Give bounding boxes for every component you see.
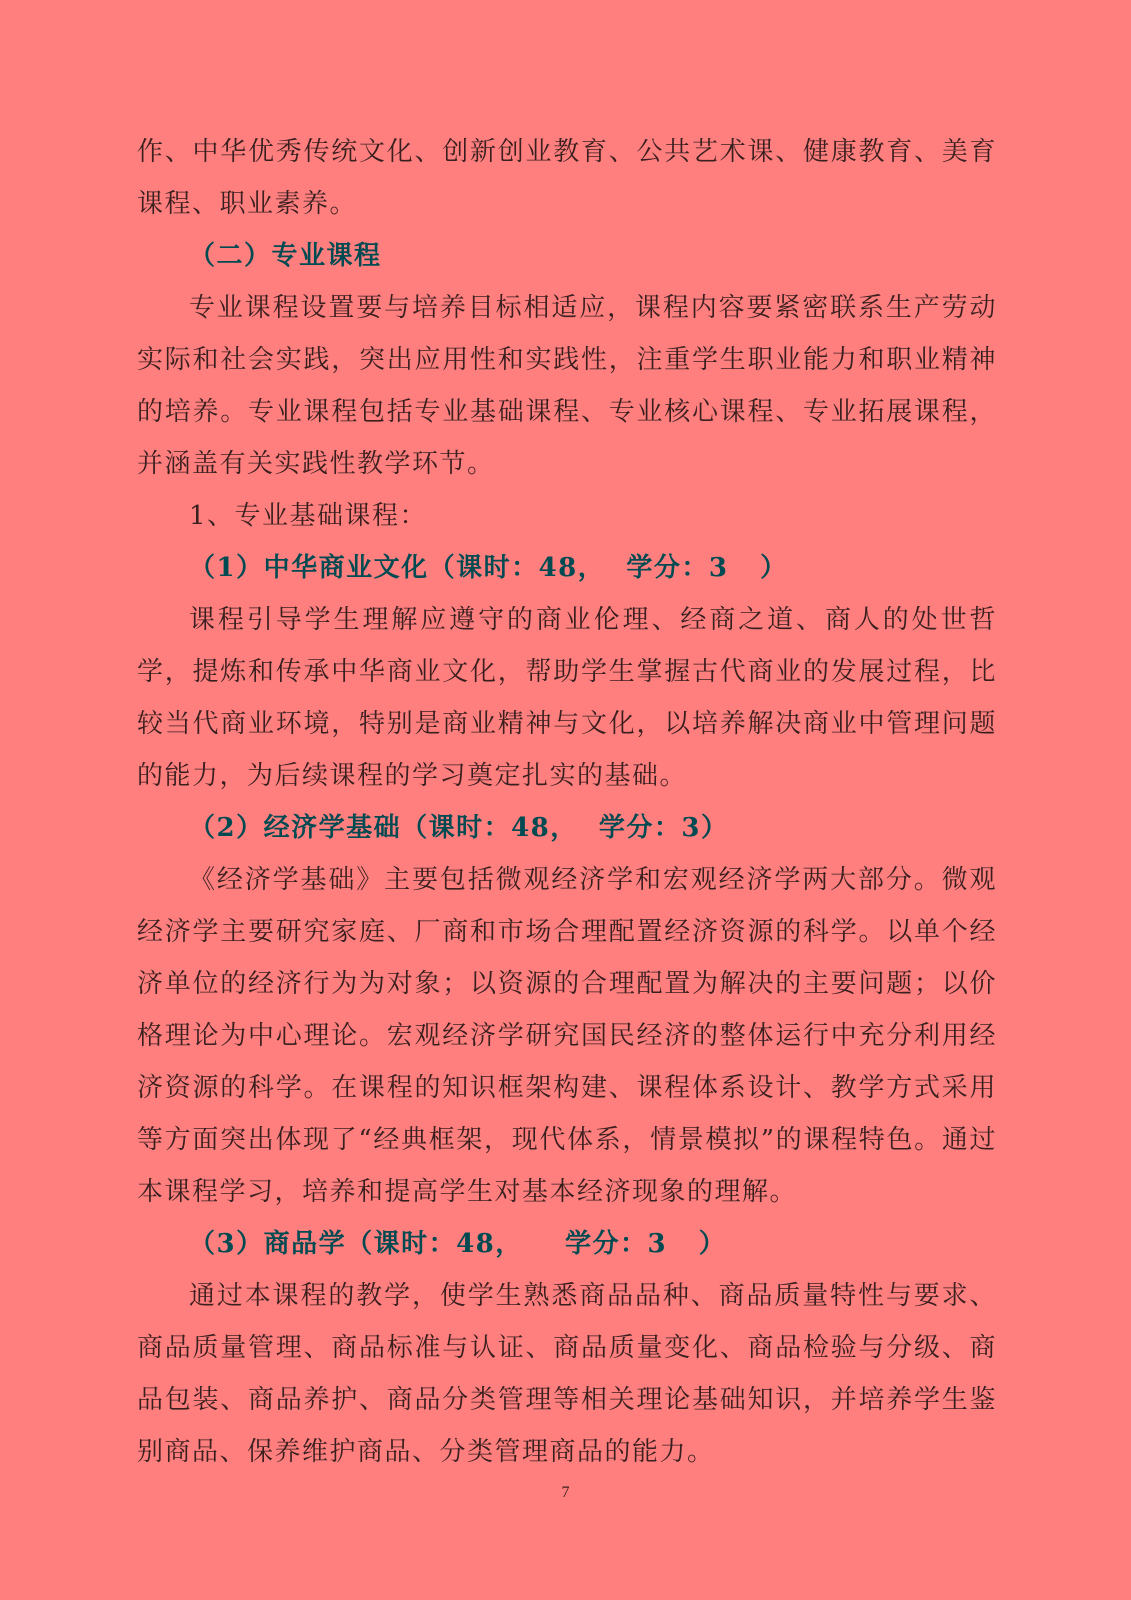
page-number: 7 (561, 1484, 570, 1501)
course-heading-economics-basics: （2）经济学基础（课时：48， 学分：3） (189, 813, 729, 843)
paragraph-professional-courses: 专业课程设置要与培养目标相适应，课程内容要紧密联系生产劳动实际和社会实践，突出应用性和实践性，注重学生职业能力和职业精神的培养。专业课程包括专业基础课程、专业核心课程、专业拓展课程，并涵盖有关实践性教学环节。 (137, 293, 997, 479)
paragraph-continuation: 作、中华优秀传统文化、创新创业教育、公共艺术课、健康教育、美育课程、职业素养。 (137, 137, 997, 219)
course-heading-commodity-science: （3）商品学（课时：48， 学分：3 ） (189, 1229, 727, 1259)
paragraph-commodity-science: 通过本课程的教学，使学生熟悉商品品种、商品质量特性与要求、商品质量管理、商品标准与认证、商品质量变化、商品检验与分级、商品包装、商品养护、商品分类管理等相关理论基础知识，并培养学生鉴别商品、保养维护商品、分类管理商品的能力。 (137, 1281, 997, 1467)
course-heading-chinese-business-culture: （1）中华商业文化（课时：48， 学分：3 ） (189, 553, 788, 583)
paragraph-economics-basics: 《经济学基础》主要包括微观经济学和宏观经济学两大部分。微观经济学主要研究家庭、厂商和市场合理配置经济资源的科学。以单个经济单位的经济行为为对象；以资源的合理配置为解决的主要问题；以价格理论为中心理论。宏观经济学研究国民经济的整体运行中充分利用经济资源的科学。在课程的知识框架构建、课程体系设计、教学方式采用等方面突出体现了“经典框架，现代体系，情景模拟”的课程特色。通过本课程学习，培养和提高学生对基本经济现象的理解。 (137, 865, 997, 1207)
list-heading-basic-courses: 1、专业基础课程： (189, 501, 428, 531)
section-heading-professional-courses: （二）专业课程 (189, 241, 382, 271)
paragraph-chinese-business-culture: 课程引导学生理解应遵守的商业伦理、经商之道、商人的处世哲学，提炼和传承中华商业文化，帮助学生掌握古代商业的发展过程，比较当代商业环境，特别是商业精神与文化，以培养解决商业中管理问题的能力，为后续课程的学习奠定扎实的基础。 (137, 605, 997, 791)
